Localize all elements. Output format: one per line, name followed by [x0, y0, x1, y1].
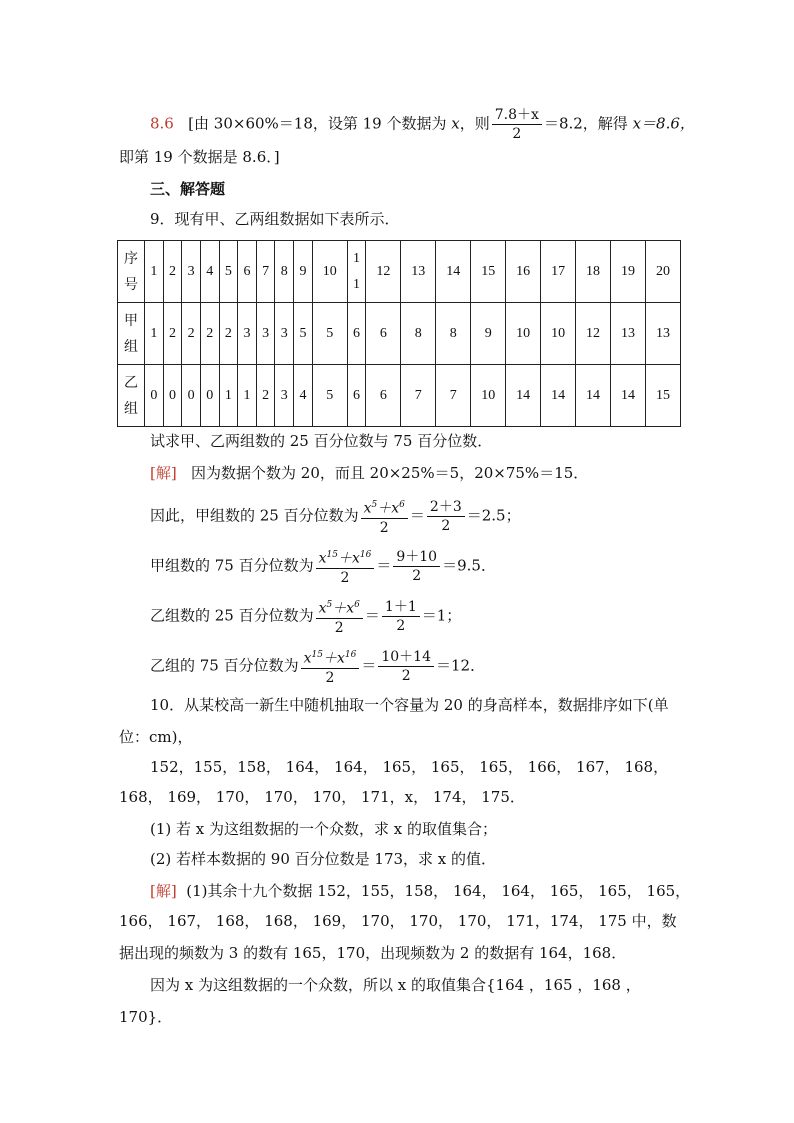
sol4-frac1: $\frac{x^5+x^6}{2}$	[316, 596, 363, 637]
q8-xeq: x＝8.6，	[632, 114, 695, 133]
q8-answer: 8.6	[150, 114, 174, 133]
table-cell: 10	[471, 365, 506, 427]
q9-jie: [解]	[150, 464, 177, 482]
q9-sol4: 乙组数的 25 百分位数为 $\frac{x^5+x^6}{2}$ ＝ $\frac{1+1}{2}$ ＝1；	[150, 596, 461, 637]
table-cell: 4	[200, 241, 219, 303]
q9-sol5: 乙组的 75 百分位数为 $\frac{x^{15}+x^{16}}{2}$ ＝ $\frac{10+14}{2}$ ＝12．	[150, 646, 485, 687]
table-cell: 8	[275, 241, 294, 303]
sol2-frac2: $\frac{2+3}{2}$	[427, 498, 465, 535]
q10-s4: 因为 x 为这组数据的一个众数，所以 x 的取值集合{164 ，165 ，168 ，	[150, 976, 641, 994]
q10-s3: 据出现的频数为 3 的数有 165，170，出现频数为 2 的数据有 164，168．	[119, 944, 627, 962]
sol3-post: ＝9.5．	[442, 556, 496, 575]
sol5-frac1: $\frac{x^{15}+x^{16}}{2}$	[301, 646, 360, 687]
table-cell: 2	[163, 303, 182, 365]
table-cell: 13	[611, 303, 646, 365]
sol2-frac1: $\frac{x^5+x^6}{2}$	[361, 496, 408, 537]
table-cell: 6	[366, 365, 401, 427]
q9-ask: 试求甲、乙两组数的 25 百分位数与 75 百分位数．	[150, 432, 493, 450]
q10-stem2: 位：cm)，	[119, 728, 193, 746]
table-cell: 14	[611, 365, 646, 427]
table-cell: 8	[436, 303, 471, 365]
table-cell: 3	[275, 365, 294, 427]
table-cell: 7	[436, 365, 471, 427]
q10-s5: 170}．	[119, 1008, 173, 1026]
table-cell: 6	[347, 365, 366, 427]
q10-data1: 152，155，158， 164， 164， 165， 165， 165， 166， 167， 168，	[150, 758, 669, 776]
table-cell: 1	[219, 365, 238, 427]
table-cell: 7	[256, 241, 275, 303]
table-row-jia	[118, 303, 681, 365]
q9-stem: 9．现有甲、乙两组数据如下表所示．	[150, 210, 400, 228]
q8-frac-den: 2	[512, 126, 522, 142]
table-cell: 2	[256, 365, 275, 427]
table-cell: 6	[347, 303, 366, 365]
q10-jie: [解]	[150, 882, 177, 900]
table-cell: 6	[366, 303, 401, 365]
q9-sol3: 甲组数的 75 百分位数为 $\frac{x^{15}+x^{16}}{2}$ ＝ $\frac{9+10}{2}$ ＝9.5．	[150, 546, 496, 587]
section-title: 三、解答题	[150, 180, 226, 198]
table-cell: 7	[401, 365, 436, 427]
table-cell: 12	[366, 241, 401, 303]
table-cell: 9	[294, 241, 313, 303]
table-cell: 2	[219, 303, 238, 365]
table-cell: 0	[145, 365, 164, 427]
table-cell: 5	[312, 303, 347, 365]
row-header-jia: 甲 组	[118, 303, 145, 365]
q10-s1: (1)其余十九个数据 152，155，158， 164， 164， 165， 165， 165，	[186, 882, 691, 900]
q9-sol1: 因为数据个数为 20，而且 20×25%＝5，20×75%＝15．	[191, 464, 589, 482]
table-cell: 3	[256, 303, 275, 365]
table-cell: 1	[145, 241, 164, 303]
table-cell: 1	[145, 303, 164, 365]
sol2-pre: 因此，甲组数的 25 百分位数为	[150, 506, 359, 525]
row-header-yi: 乙 组	[118, 365, 145, 427]
sol4-frac2: $\frac{1+1}{2}$	[382, 598, 420, 635]
q8-answer-line	[150, 106, 695, 143]
row-header-index: 序 号	[118, 241, 145, 303]
sol5-frac2: $\frac{10+14}{2}$	[378, 648, 434, 685]
q10-stem1: 10．从某校高一新生中随机抽取一个容量为 20 的身高样本，数据排序如下(单	[150, 696, 669, 714]
table-cell: 5	[312, 365, 347, 427]
table-cell: 0	[182, 365, 201, 427]
table-cell: 14	[506, 365, 541, 427]
table-cell: 12	[576, 303, 611, 365]
q10-p1: (1) 若 x 为这组数据的一个众数，求 x 的取值集合；	[150, 820, 498, 838]
table-cell: 5	[294, 303, 313, 365]
sol5-pre: 乙组的 75 百分位数为	[150, 656, 299, 675]
q10-s2: 166， 167， 168， 168， 169， 170， 170， 170， 171，174， 175 中，数	[119, 912, 677, 930]
table-cell: 2	[163, 241, 182, 303]
table-cell: 15	[471, 241, 506, 303]
q8-fraction	[492, 106, 542, 143]
table-cell: 6	[238, 241, 257, 303]
q9-table	[117, 240, 681, 427]
table-cell: 2	[200, 303, 219, 365]
table-cell: 10	[312, 241, 347, 303]
table-cell: 1	[238, 365, 257, 427]
table-cell: 4	[294, 365, 313, 427]
sol2-post: ＝2.5；	[466, 506, 521, 525]
sol3-frac2: $\frac{9+10}{2}$	[393, 548, 440, 585]
table-cell: 13	[645, 303, 680, 365]
table-cell: 1 1	[347, 241, 366, 303]
table-cell: 15	[645, 365, 680, 427]
q8-var: x	[451, 114, 460, 133]
table-cell: 0	[163, 365, 182, 427]
q8-frac-num: 7.8＋x	[492, 106, 542, 125]
table-cell: 20	[645, 241, 680, 303]
q9-sol2: 因此，甲组数的 25 百分位数为 $\frac{x^5+x^6}{2}$ ＝ $\frac{2+3}{2}$ ＝2.5；	[150, 496, 521, 537]
q8-line2: 即第 19 个数据是 8.6．]	[119, 148, 280, 166]
table-row-yi	[118, 365, 681, 427]
table-cell: 8	[401, 303, 436, 365]
table-cell: 14	[541, 365, 576, 427]
table-cell: 17	[541, 241, 576, 303]
table-cell: 10	[506, 303, 541, 365]
sol4-post: ＝1；	[421, 606, 462, 625]
q8-eq: ＝8.2，解得	[543, 114, 628, 133]
table-cell: 18	[576, 241, 611, 303]
table-cell: 9	[471, 303, 506, 365]
table-cell: 13	[401, 241, 436, 303]
sol4-pre: 乙组数的 25 百分位数为	[150, 606, 314, 625]
table-cell: 5	[219, 241, 238, 303]
q9-sol1-line	[150, 462, 588, 484]
table-cell: 14	[576, 365, 611, 427]
sol3-frac1: $\frac{x^{15}+x^{16}}{2}$	[316, 546, 375, 587]
sol5-post: ＝12．	[436, 656, 486, 675]
table-cell: 10	[541, 303, 576, 365]
table-row-index	[118, 241, 681, 303]
table-cell: 16	[506, 241, 541, 303]
table-cell: 0	[200, 365, 219, 427]
table-cell: 14	[436, 241, 471, 303]
sol3-pre: 甲组数的 75 百分位数为	[150, 556, 314, 575]
table-cell: 3	[238, 303, 257, 365]
table-cell: 3	[182, 241, 201, 303]
table-cell: 2	[182, 303, 201, 365]
q10-data2: 168， 169， 170， 170， 170， 171，x， 174， 175．	[119, 788, 525, 806]
q10-p2: (2) 若样本数据的 90 百分位数是 173，求 x 的值．	[150, 850, 497, 868]
q8-then: ，则	[459, 114, 490, 133]
q10-s1-line	[150, 880, 690, 902]
q8-bracket: [由 30×60%＝18，设第 19 个数据为	[188, 114, 447, 133]
table-cell: 3	[275, 303, 294, 365]
table-cell: 19	[611, 241, 646, 303]
